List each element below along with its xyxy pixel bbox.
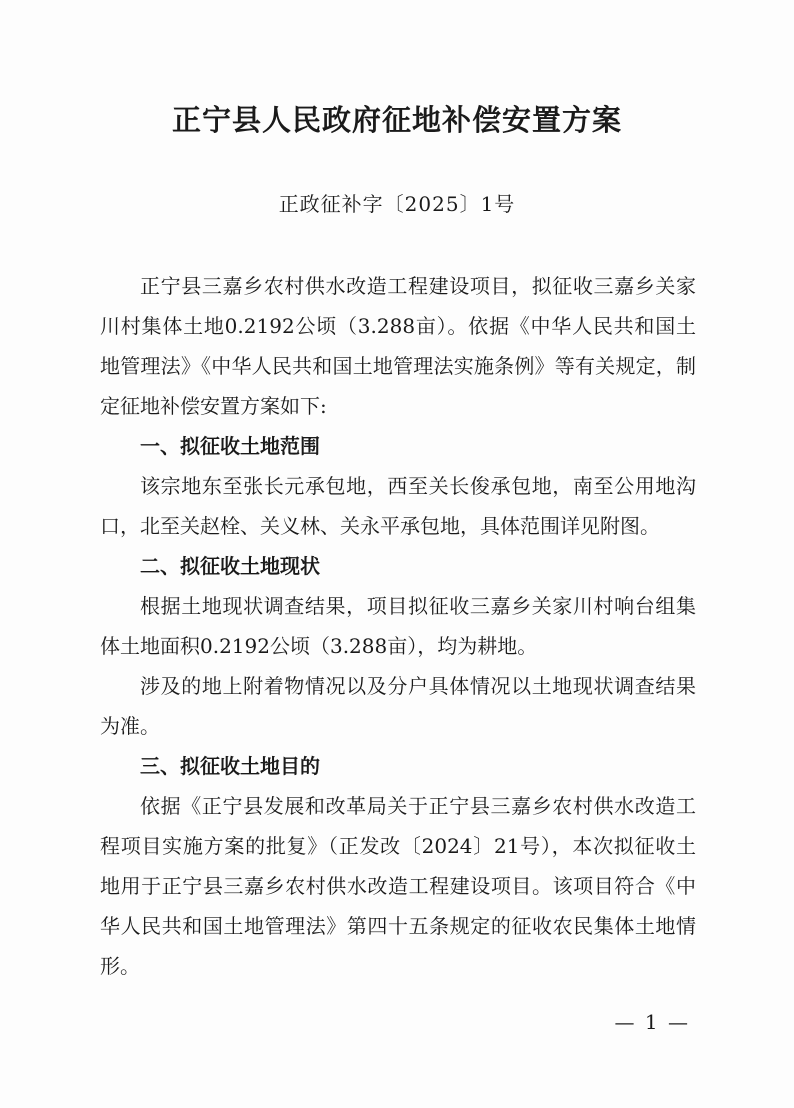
section-3-heading: 三、拟征收土地目的	[140, 754, 320, 778]
section-2-paragraph-2: 涉及的地上附着物情况以及分户具体情况以土地现状调查结果为准。	[100, 674, 696, 738]
section-2-paragraph-1: 根据土地现状调查结果，项目拟征收三嘉乡关家川村响台组集体土地面积0.2192公顷（3.288亩），均为耕地。	[100, 594, 696, 658]
intro-paragraph: 正宁县三嘉乡农村供水改造工程建设项目，拟征收三嘉乡关家川村集体土地0.2192公顷（3.288亩）。依据《中华人民共和国土地管理法》《中华人民共和国土地管理法实施条例》等有关规定，制定征地补偿安置方案如下:	[100, 274, 696, 418]
document-body	[100, 266, 696, 986]
document-title: 正宁县人民政府征地补偿安置方案	[171, 103, 622, 137]
section-1-paragraph: 该宗地东至张长元承包地，西至关长俊承包地，南至公用地沟口，北至关赵栓、关义林、关永平承包地，具体范围详见附图。	[100, 474, 696, 538]
document-number: 正政征补字〔2025〕1号	[278, 192, 516, 216]
page-number: — 1 —	[614, 1010, 690, 1034]
section-3-paragraph: 依据《正宁县发展和改革局关于正宁县三嘉乡农村供水改造工程项目实施方案的批复》（正发改〔2024〕21号），本次拟征收土地用于正宁县三嘉乡农村供水改造工程建设项目。该项目符合《中华人民共和国土地管理法》第四十五条规定的征收农民集体土地情形。	[100, 794, 696, 978]
section-1-heading: 一、拟征收土地范围	[140, 434, 320, 458]
section-2-heading: 二、拟征收土地现状	[140, 554, 320, 578]
